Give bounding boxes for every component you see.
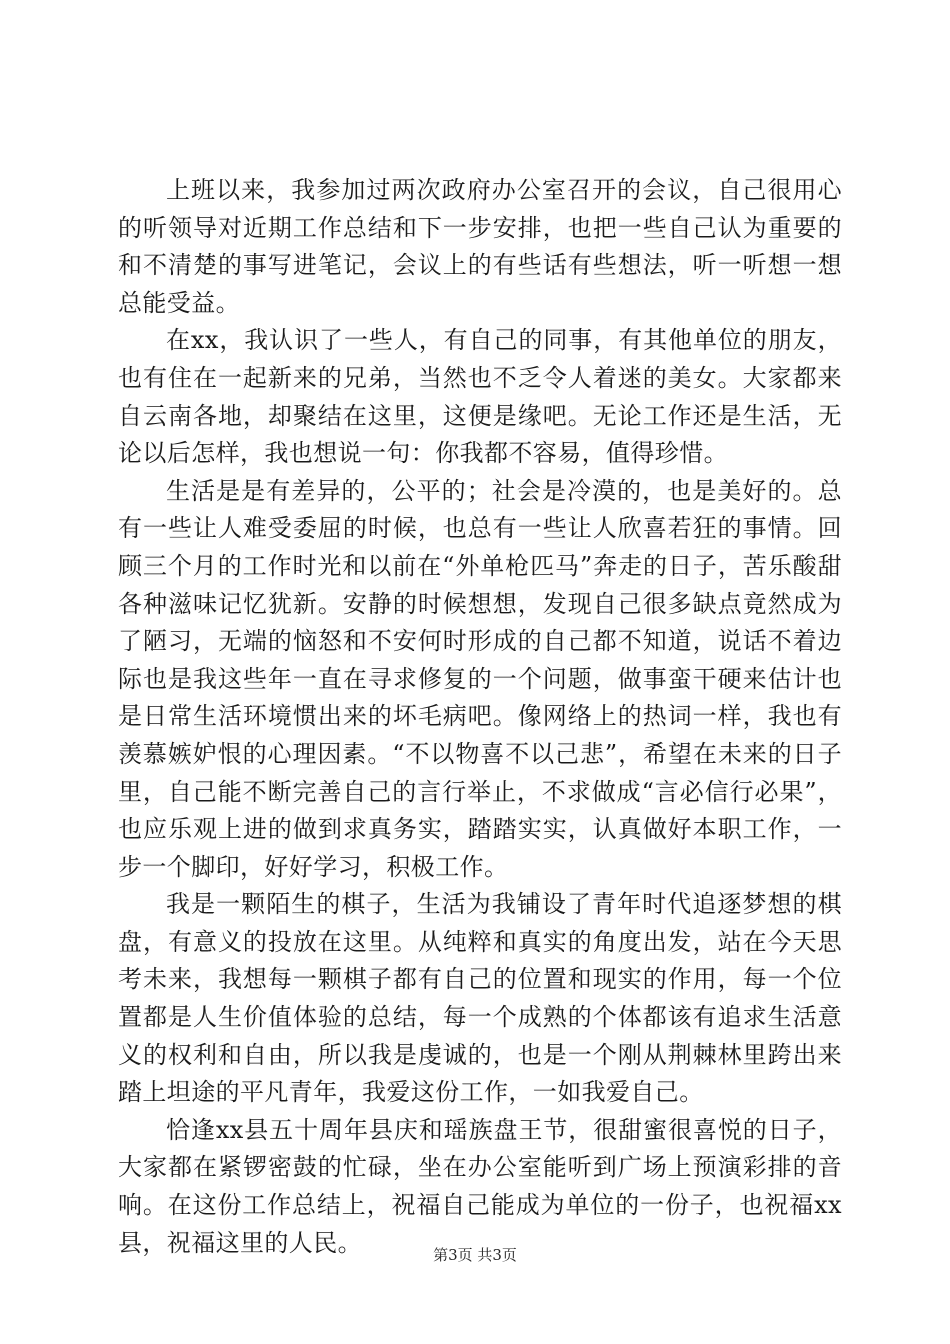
paragraph-colleagues: 在xx，我认识了一些人，有自己的同事，有其他单位的朋友，也有住在一起新来的兄弟，当然也不乏令人着迷的美女。大家都来自云南各地，却聚结在这里，这便是缘吧。无论工作还是生活，无论以后怎样，我也想说一句：你我都不容易，值得珍惜。 (118, 326, 842, 468)
paragraph-blessing: 恰逢xx县五十周年县庆和瑶族盘王节，很甜蜜很喜悦的日子，大家都在紧锣密鼓的忙碌，坐在办公室能听到广场上预演彩排的音响。在这份工作总结上，祝福自己能成为单位的一份子，也祝福xx县，祝福这里的人民。 (118, 1115, 842, 1257)
page-number-footer: 第3页 共3页 (433, 1246, 517, 1264)
paragraph-reflection: 生活是是有差异的，公平的；社会是冷漠的，也是美好的。总有一些让人难受委屈的时候，也总有一些让人欣喜若狂的事情。回顾三个月的工作时光和以前在“外单枪匹马”奔走的日子，苦乐酸甜各种滋味记忆犹新。安静的时候想想，发现自己很多缺点竟然成为了陋习，无端的恼怒和不安何时形成的自己都不知道，说话不着边际也是我这些年一直在寻求修复的一个问题，做事蛮干硬来估计也是日常生活环境惯出来的坏毛病吧。像网络上的热词一样，我也有羡慕嫉妒恨的心理因素。“不以物喜不以己悲”，希望在未来的日子里，自己能不断完善自己的言行举止，不求做成“言必信行必果”，也应乐观上进的做到求真务实，踏踏实实，认真做好本职工作，一步一个脚印，好好学习，积极工作。 (118, 476, 842, 881)
document-body (118, 172, 842, 1262)
paragraph-meetings: 上班以来，我参加过两次政府办公室召开的会议，自己很用心的听领导对近期工作总结和下一步安排，也把一些自己认为重要的和不清楚的事写进笔记，会议上的有些话有些想法，听一听想一想总能受益。 (118, 176, 842, 317)
paragraph-chess-piece: 我是一颗陌生的棋子，生活为我铺设了青年时代追逐梦想的棋盘，有意义的投放在这里。从纯粹和真实的角度出发，站在今天思考未来，我想每一颗棋子都有自己的位置和现实的作用，每一个位置都是人生价值体验的总结，每一个成熟的个体都该有追求生活意义的权利和自由，所以我是虔诚的，也是一个刚从荆棘林里跨出来踏上坦途的平凡青年，我爱这份工作，一如我爱自己。 (118, 890, 842, 1107)
